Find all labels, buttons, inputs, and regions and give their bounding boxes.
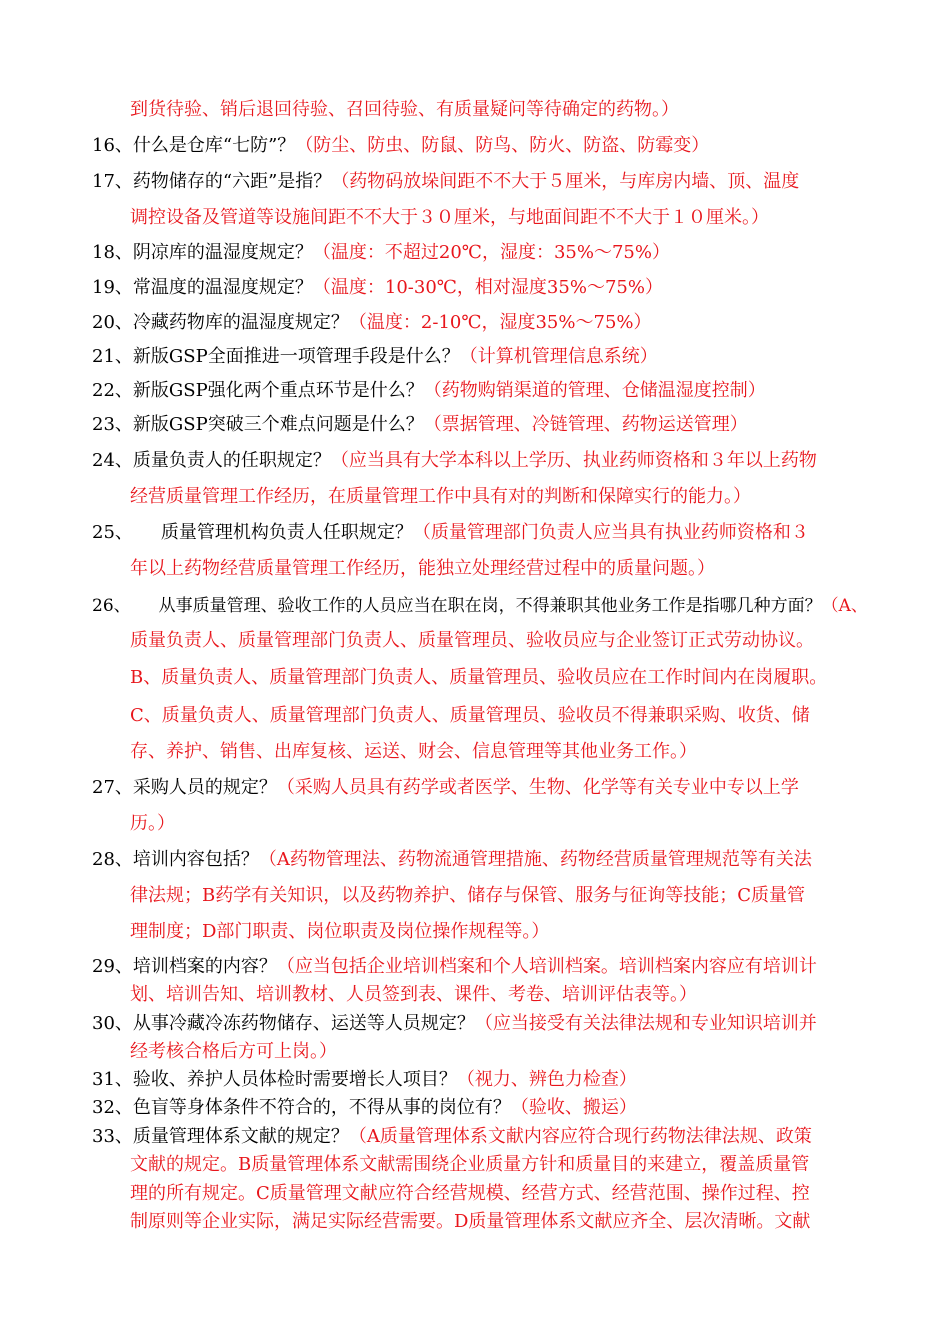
- question-text: 29、培训档案的内容？: [92, 956, 277, 977]
- answer-text: B、质量负责人、质量管理部门负责人、质量管理员、验收员应在工作时间内在岗履职。: [130, 667, 828, 688]
- answer-line: [130, 1182, 810, 1206]
- answer-text: （温度：不超过20℃，湿度：35%～75%）: [312, 242, 670, 263]
- answer-text: （票据管理、冷链管理、药物运送管理）: [423, 414, 748, 435]
- answer-line: [130, 704, 810, 728]
- answer-text: 制原则等企业实际，满足实际经营需要。D质量管理体系文献应齐全、层次清晰。文献: [130, 1211, 811, 1232]
- question-text: 16、什么是仓库“七防”？: [92, 135, 296, 156]
- question-line-30: [92, 1012, 817, 1036]
- answer-line: [130, 666, 827, 690]
- question-line-19: [92, 276, 663, 300]
- question-text: 18、阴凉库的温湿度规定？: [92, 242, 313, 263]
- answer-text: 到货待验、销后退回待验、召回待验、有质量疑问等待确定的药物。）: [130, 99, 679, 120]
- question-line-27: [92, 776, 799, 800]
- answer-text: 经考核合格后方可上岗。）: [130, 1041, 337, 1062]
- question-text: 33、质量管理体系文献的规定？: [92, 1126, 349, 1147]
- answer-text: 年以上药物经营质量管理工作经历，能独立处理经营过程中的质量问题。）: [130, 558, 715, 579]
- answer-text: （A质量管理体系文献内容应符合现行药物法律法规、政策: [348, 1126, 812, 1147]
- question-text: 从事质量管理、验收工作的人员应当在职在岗，不得兼职其他业务工作是指哪几种方面？: [158, 596, 822, 616]
- answer-text: （药物购销渠道的管理、仓储温湿度控制）: [423, 380, 766, 401]
- question-text: 17、药物储存的“六距”是指？: [92, 171, 332, 192]
- question-line-18: [92, 241, 670, 265]
- question-line-26: [92, 594, 868, 618]
- answer-text: 律法规；B药学有关知识，以及药物养护、储存与保管、服务与征询等技能；C质量管: [130, 885, 805, 906]
- answer-line: [130, 740, 697, 764]
- question-line-31: [92, 1068, 637, 1092]
- answer-line: [130, 485, 751, 509]
- question-number: 25、: [92, 522, 133, 543]
- answer-line: [130, 920, 549, 944]
- answer-text: 理制度；D部门职责、岗位职责及岗位操作规程等。）: [130, 921, 550, 942]
- question-text: 27、采购人员的规定？: [92, 777, 277, 798]
- question-text: 质量管理机构负责人任职规定？: [160, 522, 413, 543]
- question-line-16: [92, 134, 709, 158]
- answer-text: （温度：2-10℃，湿度35%～75%）: [348, 312, 652, 333]
- answer-text: （应当接受有关法律法规和专业知识培训并: [474, 1013, 817, 1034]
- answer-line: [130, 1210, 810, 1234]
- question-text: 24、质量负责人的任职规定？: [92, 450, 331, 471]
- question-line-21: [92, 345, 658, 369]
- answer-text: 历。）: [130, 813, 175, 834]
- question-line-25: [92, 521, 809, 545]
- question-text: 19、常温度的温湿度规定？: [92, 277, 313, 298]
- answer-text: （药物码放垛间距不不大于５厘米，与库房内墙、顶、温度: [331, 171, 800, 192]
- question-number: 26、: [92, 596, 131, 616]
- answer-text: 存、养护、销售、出库复核、运送、财会、信息管理等其他业务工作。）: [130, 741, 697, 762]
- answer-text: 划、培训告知、培训教材、人员签到表、课件、考卷、培训评估表等。）: [130, 984, 697, 1005]
- answer-text: （采购人员具有药学或者医学、生物、化学等有关专业中专以上学: [276, 777, 799, 798]
- answer-line: [130, 884, 805, 908]
- answer-text: 文献的规定。B质量管理体系文献需围绕企业质量方针和质量目的来建立，覆盖质量管: [130, 1154, 810, 1175]
- question-text: 21、新版GSP全面推进一项管理手段是什么？: [92, 346, 460, 367]
- question-text: 23、新版GSP突破三个难点问题是什么？: [92, 414, 424, 435]
- question-line-17: [92, 170, 799, 194]
- question-line-22: [92, 379, 766, 403]
- answer-text: 经营质量管理工作经历，在质量管理工作中具有对的判断和保障实行的能力。）: [130, 486, 751, 507]
- answer-text: 理的所有规定。C质量管理文献应符合经营规模、经营方式、经营范围、操作过程、控: [130, 1183, 810, 1204]
- question-text: 30、从事冷藏冷冻药物储存、运送等人员规定？: [92, 1013, 475, 1034]
- answer-text: 质量负责人、质量管理部门负责人、质量管理员、验收员应与企业签订正式劳动协议。: [130, 630, 814, 651]
- answer-text: （温度：10-30℃，相对湿度35%～75%）: [312, 277, 663, 298]
- answer-line: [130, 812, 175, 836]
- answer-text: （视力、辨色力检查）: [456, 1069, 637, 1090]
- answer-text: （A药物管理法、药物流通管理措施、药物经营质量管理规范等有关法: [258, 849, 812, 870]
- answer-line: [130, 983, 697, 1007]
- question-line-28: [92, 848, 812, 872]
- question-text: 28、培训内容包括？: [92, 849, 259, 870]
- answer-text: （质量管理部门负责人应当具有执业药师资格和３: [412, 522, 809, 543]
- answer-text: C、质量负责人、质量管理部门负责人、质量管理员、验收员不得兼职采购、收货、储: [130, 705, 810, 726]
- answer-text: （防尘、防虫、防鼠、防鸟、防火、防盗、防霉变）: [295, 135, 710, 156]
- answer-line: [130, 1040, 337, 1064]
- question-line-20: [92, 311, 652, 335]
- question-text: 31、验收、养护人员体检时需要增长人项目？: [92, 1069, 457, 1090]
- answer-text: 调控设备及管道等设施间距不不大于３０厘米，与地面间距不不大于１０厘米。）: [130, 207, 769, 228]
- answer-line: [130, 557, 715, 581]
- answer-text: （计算机管理信息系统）: [459, 346, 658, 367]
- question-line-29: [92, 955, 817, 979]
- answer-text: （应当具有大学本科以上学历、执业药师资格和３年以上药物: [330, 450, 817, 471]
- question-line-32: [92, 1096, 637, 1120]
- question-text: 32、色盲等身体条件不符合的，不得从事的岗位有？: [92, 1097, 511, 1118]
- answer-text: （验收、搬运）: [510, 1097, 637, 1118]
- answer-line: [130, 1153, 809, 1177]
- question-line-33: [92, 1125, 812, 1149]
- question-text: 22、新版GSP强化两个重点环节是什么？: [92, 380, 424, 401]
- answer-text: （A、: [821, 596, 868, 616]
- question-text: 20、冷藏药物库的温湿度规定？: [92, 312, 349, 333]
- question-line-24: [92, 449, 817, 473]
- answer-text: （应当包括企业培训档案和个人培训档案。培训档案内容应有培训计: [276, 956, 817, 977]
- answer-line: [130, 206, 769, 230]
- answer-line: [130, 98, 679, 122]
- question-line-23: [92, 413, 748, 437]
- answer-line: [130, 629, 814, 653]
